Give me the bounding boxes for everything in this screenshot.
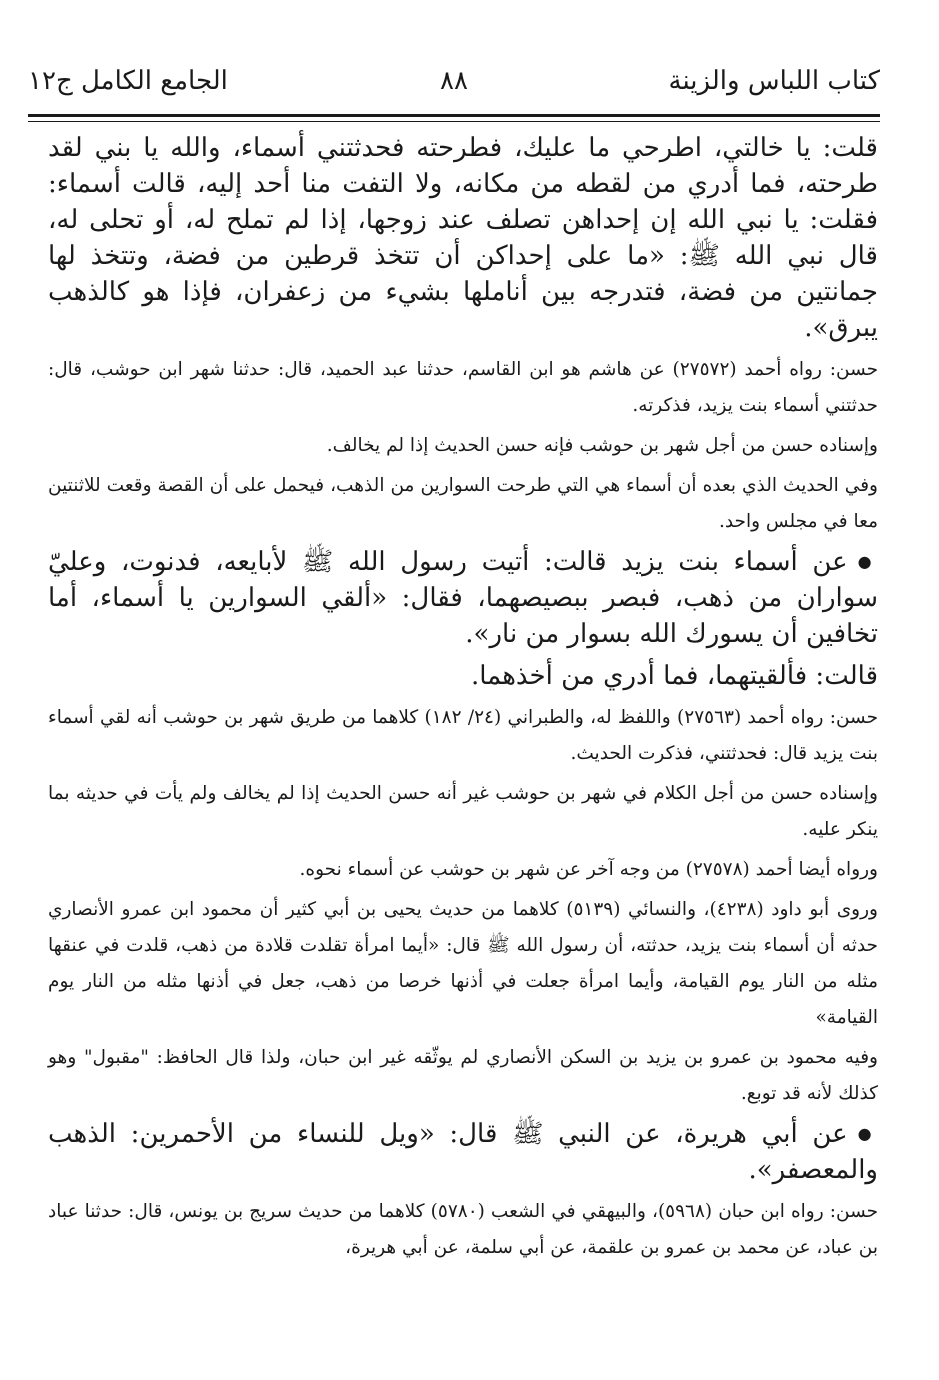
- commentary-note: وفيه محمود بن عمرو بن يزيد بن السكن الأنصاري لم يوثّقه غير ابن حبان، ولذا قال الحافظ: "مقبول" وهو كذلك لأنه قد توبع.: [48, 1047, 878, 1104]
- header-rule-thick: [28, 114, 880, 117]
- takhrij-note: حسن: رواه أحمد (٢٧٥٦٣) واللفظ له، والطبراني (٢٤/ ١٨٢) كلاهما من طريق شهر بن حوشب أنه لقي أسماء بنت يزيد قال: فحدثتني، فذكرت الحديث.: [48, 707, 878, 764]
- running-head-section: كتاب اللباس والزينة: [668, 66, 880, 96]
- hadith-text-continuation: قالت: فألقيتهما، فما أدري من أخذهما.: [470, 661, 878, 691]
- isnad-note: وإسناده حسن من أجل شهر بن حوشب فإنه حسن الحديث إذا لم يخالف.: [326, 435, 878, 456]
- running-head-title: الجامع الكامل ج١٢: [28, 66, 228, 96]
- takhrij-note: حسن: رواه أحمد (٢٧٥٧٢) عن هاشم هو ابن القاسم، حدثنا عبد الحميد، قال: حدثنا شهر ابن حوشب، قال: حدثتني أسماء بنت يزيد، فذكرته.: [48, 359, 879, 416]
- hadith-text-continuation: قلت: يا خالتي، اطرحي ما عليك، فطرحته فحدثتني أسماء، والله يا بني لقد طرحته، فما أدري من لقطه من مكانه، ولا التفت منا أحد إليه، قالت أسماء: فقلت: يا نبي الله إن إحداهن تصلف عند زوجها، إذا لم تملح له، أو تحلى له، قال نبي الله ﷺ: «ما على إحداكن أن تتخذ قرطين من فضة، وتتخذ لها جمانتين من فضة، فتدرجه بين أناملها بشيء من زعفران، فإذا هو كالذهب يبرق».: [48, 133, 878, 343]
- commentary-note: وروى أبو داود (٤٢٣٨)، والنسائي (٥١٣٩) كلاهما من حديث يحيى بن أبي كثير أن محمود ابن عمرو الأنصاري حدثه أن أسماء بنت يزيد، حدثته، أن رسول الله ﷺ قال: «أيما امرأة تقلدت قلادة من ذهب، قلدت في عنقها مثله من النار يوم القيامة، وأيما امرأة جعلت في أذنها خرصا من ذهب، جعل في أذنها مثله من النار يوم القيامة»: [48, 899, 878, 1028]
- commentary-note: ورواه أيضا أحمد (٢٧٥٧٨) من وجه آخر عن شهر بن حوشب عن أسماء نحوه.: [299, 859, 878, 880]
- header-rule-thin: [28, 121, 880, 122]
- takhrij-note: حسن: رواه ابن حبان (٥٩٦٨)، والبيهقي في الشعب (٥٧٨٠) كلاهما من حديث سريج بن يونس، قال: حدثنا عباد بن عباد، عن محمد بن عمرو بن علقمة، عن أبي سلمة، عن أبي هريرة،: [48, 1201, 879, 1258]
- isnad-note: وإسناده حسن من أجل الكلام في شهر بن حوشب غير أنه حسن الحديث إذا لم يخالف ولم يأت في حديثه بما ينكر عليه.: [48, 783, 878, 840]
- hadith-text: ● عن أسماء بنت يزيد قالت: أتيت رسول الله ﷺ لأبايعه، فدنوت، وعليّ سواران من ذهب، فبصر ببصيصهما، فقال: «ألقي السوارين يا أسماء، أما تخافين أن يسورك الله بسوار من نار».: [48, 544, 878, 652]
- commentary-note: وفي الحديث الذي بعده أن أسماء هي التي طرحت السوارين من الذهب، فيحمل على أن القصة وقعت للاثنتين معا في مجلس واحد.: [48, 475, 878, 532]
- page-body: [48, 130, 878, 1270]
- hadith-text: ● عن أبي هريرة، عن النبي ﷺ قال: «ويل للنساء من الأحمرين: الذهب والمعصفر».: [48, 1116, 878, 1188]
- page-number: ٨٨: [440, 66, 468, 96]
- page-header: [28, 66, 880, 106]
